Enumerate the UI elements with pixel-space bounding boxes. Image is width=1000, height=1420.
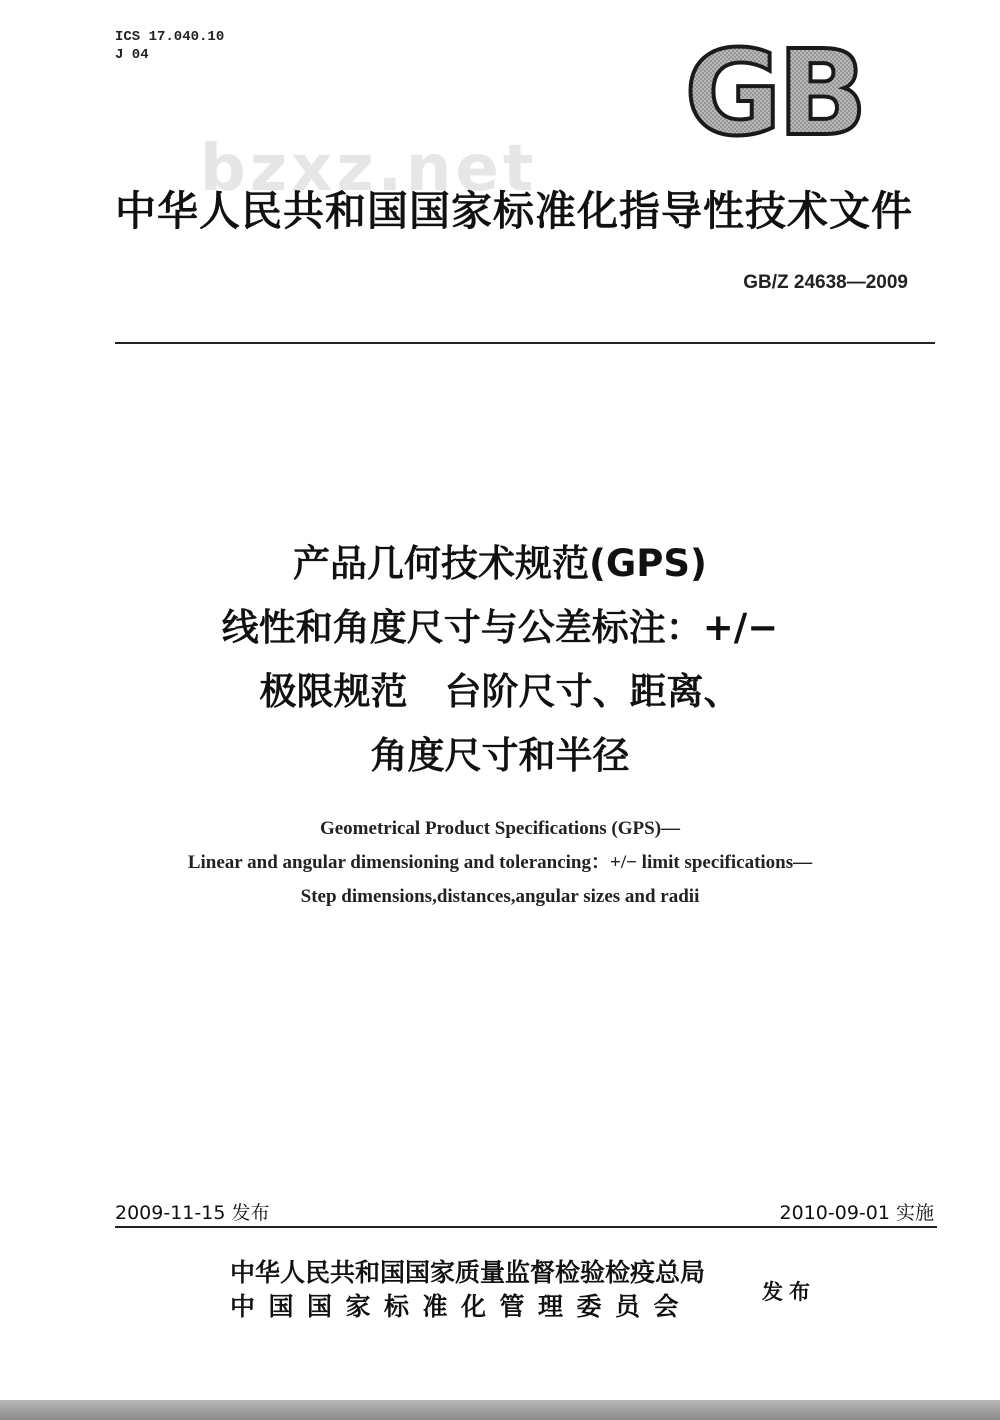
divider-top <box>115 342 935 344</box>
english-title-line: Geometrical Product Specifications (GPS)— <box>319 818 681 839</box>
divider-bottom <box>115 1226 937 1228</box>
chinese-title-line: 产品几何技术规范(GPS) <box>293 542 707 585</box>
issuer-sac: 中国国家标准化管理委员会 <box>230 1292 693 1321</box>
issuing-organizations <box>230 1256 705 1324</box>
chinese-title-line: 线性和角度尺寸与公差标注：+/− <box>221 606 779 649</box>
standard-code: GB/Z 24638—2009 <box>743 272 908 293</box>
svg-text:GB: GB <box>684 38 864 146</box>
chinese-title-line: 角度尺寸和半径 <box>370 734 630 777</box>
publish-label: 发布 <box>762 1280 816 1304</box>
english-title <box>0 812 1000 914</box>
ccs-code: J 04 <box>115 47 149 63</box>
chinese-title-line: 极限规范 台阶尺寸、距离、 <box>259 670 741 713</box>
gb-logo <box>676 38 872 146</box>
chinese-title <box>0 532 1000 788</box>
ics-code: ICS 17.040.10 <box>115 29 225 45</box>
watermark: bzxz.net <box>200 132 538 206</box>
issuer-aqsiq: 中华人民共和国国家质量监督检验检疫总局 <box>230 1258 706 1287</box>
issue-date: 2009-11-15 发布 <box>115 1202 270 1224</box>
classification-codes <box>115 28 224 64</box>
english-title-line: Linear and angular dimensioning and tolerancing：+/− limit specifications— <box>187 852 813 873</box>
scan-edge <box>0 1400 1000 1420</box>
implementation-date: 2010-09-01 实施 <box>779 1202 934 1224</box>
document-category-title: 中华人民共和国国家标准化指导性技术文件 <box>115 187 913 235</box>
english-title-line: Step dimensions,distances,angular sizes and radii <box>300 886 700 907</box>
